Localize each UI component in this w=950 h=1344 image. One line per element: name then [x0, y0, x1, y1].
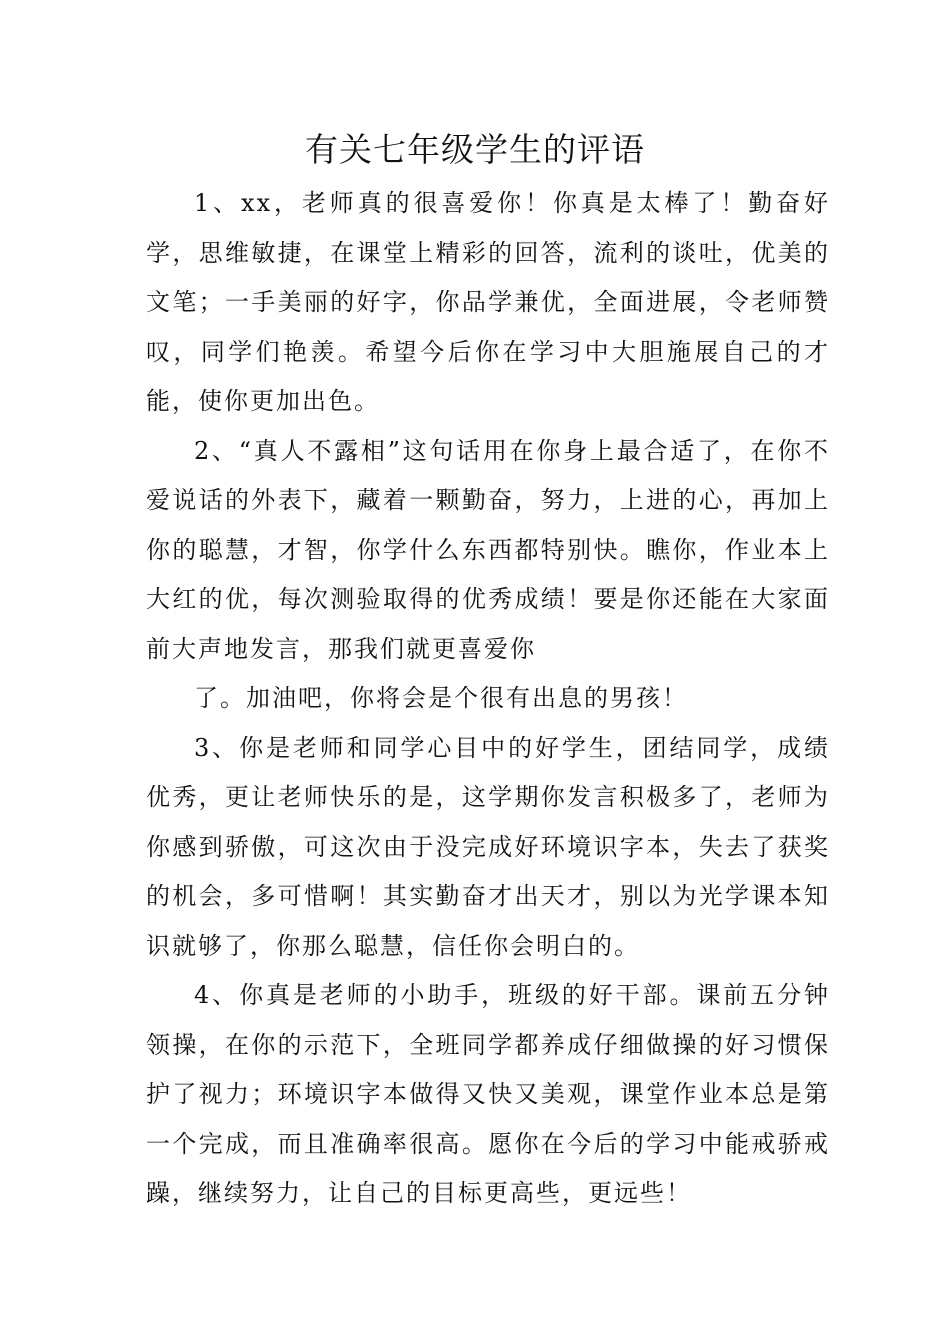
document-title: 有关七年级学生的评语 [305, 130, 645, 169]
paragraph-4: 4、你真是老师的小助手，班级的好干部。课前五分钟领操，在你的示范下，全班同学都养成仔细做操的好习惯保护了视力；环境识字本做得又快又美观，课堂作业本总是第一个完成，而且准确率很高。愿你在今后的学习中能戒骄戒躁，继续努力，让自己的目标更高些，更远些！ [146, 981, 830, 1207]
document-body [146, 179, 830, 1219]
paragraph-2: 2、“真人不露相”这句话用在你身上最合适了，在你不爱说话的外表下，藏着一颗勤奋，努力，上进的心，再加上你的聪慧，才智，你学什么东西都特别快。瞧你，作业本上大红的优，每次测验取得的优秀成绩！要是你还能在大家面前大声地发言，那我们就更喜爱你 [146, 436, 830, 663]
paragraph-2-continued: 了。加油吧，你将会是个很有出息的男孩！ [194, 684, 688, 712]
paragraph-1: 1、xx，老师真的很喜爱你！你真是太棒了！勤奋好学，思维敏捷，在课堂上精彩的回答，流利的谈吐，优美的文笔；一手美丽的好字，你品学兼优，全面进展，令老师赞叹，同学们艳羡。希望今后你在学习中大胆施展自己的才能，使你更加出色。 [146, 189, 830, 415]
paragraph-3: 3、你是老师和同学心目中的好学生，团结同学，成绩优秀，更让老师快乐的是，这学期你发言积极多了，老师为你感到骄傲，可这次由于没完成好环境识字本，失去了获奖的机会，多可惜啊！其实勤奋才出天才，别以为光学课本知识就够了，你那么聪慧，信任你会明白的。 [146, 733, 830, 960]
